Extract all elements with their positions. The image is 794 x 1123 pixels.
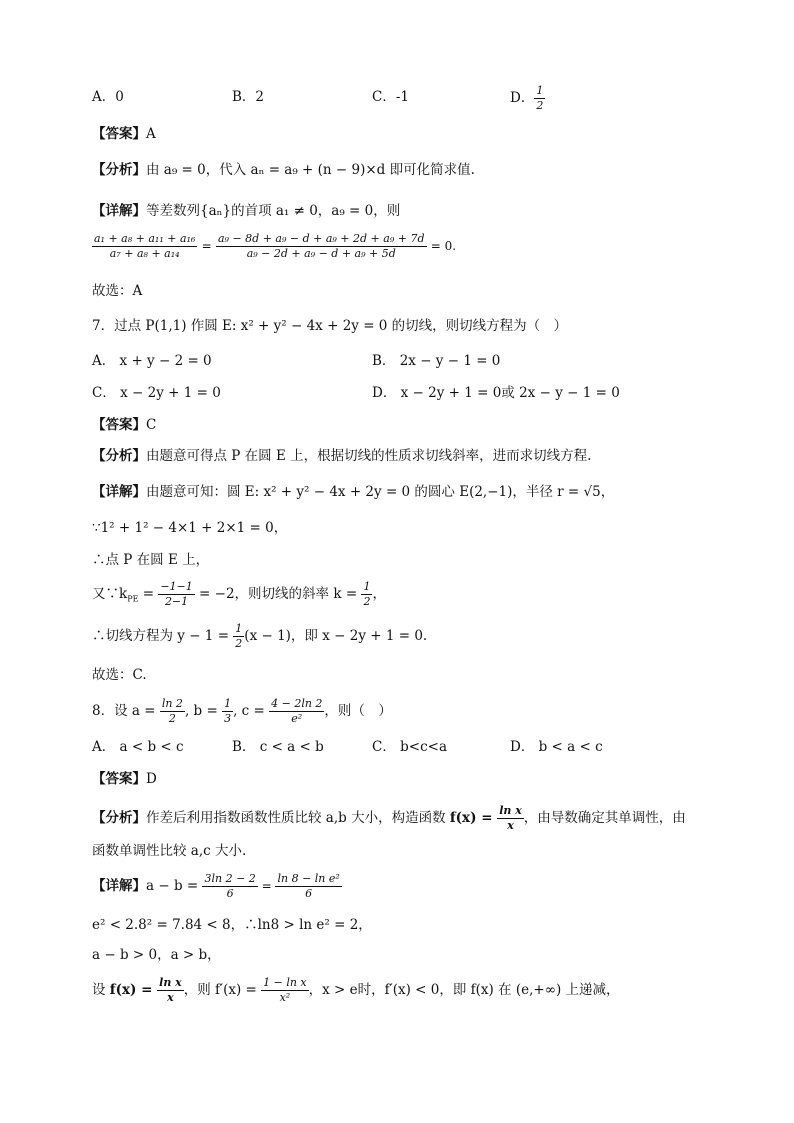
q8-detail (92, 872, 342, 901)
q8-option-b: B． c < a < b (232, 739, 324, 755)
slope-subscript: PE (127, 594, 139, 604)
set-tail: ，x > e时，f′(x) < 0，即 f(x) 在 (e,+∞) 上递减， (308, 982, 620, 998)
q6-option-d-label: D． (510, 90, 535, 106)
fraction-denominator: a₇ + a₈ + a₁₄ (109, 247, 180, 260)
q7-option-a: A． x + y − 2 = 0 (92, 353, 212, 369)
q8-set-line (92, 976, 620, 1005)
q7-question: 7．过点 P(1,1) 作圆 E: x² + y² − 4x + 2y = 0 的切线，则切线方程为（ ） (92, 318, 568, 334)
q6-option-c: C．-1 (372, 89, 409, 105)
fraction-numerator: 1 (224, 697, 232, 710)
fraction-denominator: 3 (224, 712, 232, 725)
q6-option-a: A．0 (92, 89, 124, 105)
fraction-denominator: 2 (536, 99, 544, 112)
fraction-numerator: ln 2 (161, 697, 183, 710)
q7-tangent-line (92, 622, 427, 651)
derivative-fraction (261, 976, 309, 1005)
detail-fraction-2 (275, 872, 341, 901)
answer-value: A (146, 126, 156, 142)
q7-option-c: C． x − 2y + 1 = 0 (92, 385, 221, 401)
analysis-text: 由 a₉ = 0，代入 aₙ = a₉ + (n − 9)×d 即可化简求值. (146, 162, 475, 178)
detail-text: 等差数列{aₙ}的首项 a₁ ≠ 0，a₉ = 0，则 (146, 203, 401, 219)
fraction-numerator: ln x (159, 976, 182, 989)
q8-analysis-cont: 函数单调性比较 a,c 大小. (92, 843, 247, 859)
q8-line-ab: a − b > 0，a > b， (92, 947, 221, 963)
q8-option-c: C． b<c<a (372, 739, 447, 755)
q6-answer (92, 125, 156, 143)
q6-option-d-fraction (534, 84, 545, 113)
answer-tag: 【答案】 (92, 417, 146, 433)
fx-label: f(x) = (449, 810, 498, 826)
a-fraction (160, 697, 185, 726)
fraction-numerator: 4 − 2ln 2 (271, 697, 323, 710)
answer-value: C (146, 417, 157, 433)
equals-sign: = (201, 239, 212, 253)
q7-option-d: D． x − 2y + 1 = 0或 2x − y − 1 = 0 (372, 385, 620, 401)
detail-fraction-1 (202, 872, 257, 901)
q7-option-b: B． 2x − y − 1 = 0 (372, 353, 501, 369)
q7-detail (92, 483, 614, 501)
slope-prefix: 又∵k (92, 586, 128, 602)
q6-detail (92, 202, 400, 220)
fraction-denominator: x² (279, 991, 291, 1004)
set-prefix: 设 (92, 982, 110, 998)
q6-equation (92, 232, 456, 261)
q7-answer (92, 416, 156, 434)
slope-tail: = −2，则切线的斜率 k = (194, 586, 362, 602)
analysis-tag: 【分析】 (92, 162, 146, 178)
fraction-denominator: 2−1 (164, 595, 189, 608)
q7-choose: 故选：C. (92, 667, 147, 683)
answer-tag: 【答案】 (92, 771, 146, 787)
analysis-text-2: ，由导数确定其单调性，由 (523, 810, 686, 826)
detail-tag: 【详解】 (92, 878, 146, 894)
fraction-denominator: 2 (363, 595, 371, 608)
k-tail: ， (372, 586, 386, 602)
q8-question (92, 697, 392, 726)
analysis-text-1: 作差后利用指数函数性质比较 a,b 大小，构造函数 (146, 810, 450, 826)
fraction-numerator: −1−1 (160, 580, 193, 593)
fx-fraction (497, 804, 524, 833)
q7-analysis (92, 447, 591, 465)
fraction-denominator: 6 (305, 887, 313, 900)
q7-because: ∵1² + 1² − 4×1 + 2×1 = 0， (92, 520, 288, 536)
fraction-denominator: x (507, 819, 514, 832)
question-tail: ，则（ ） (324, 703, 392, 719)
tangent-tail: (x − 1)，即 x − 2y + 1 = 0. (244, 628, 428, 644)
set-fx: f(x) = (109, 982, 158, 998)
q6-option-b: B．2 (232, 89, 265, 105)
fraction-numerator: 3ln 2 − 2 (204, 872, 256, 885)
equals-sign: = (257, 879, 276, 893)
answer-tag: 【答案】 (92, 126, 146, 142)
fraction-numerator: 1 (235, 622, 243, 635)
detail-prefix: a − b = (146, 878, 203, 894)
fraction-numerator: 1 (363, 580, 371, 593)
analysis-tag: 【分析】 (92, 448, 146, 464)
fraction-numerator: a₁ + a₈ + a₁₁ + a₁₆ (94, 232, 196, 245)
fraction-denominator: a₉ − 2d + a₉ − d + a₉ + 5d (246, 247, 396, 260)
q6-analysis (92, 161, 475, 179)
detail-tag: 【详解】 (92, 203, 146, 219)
equation-fraction-right (216, 232, 427, 261)
q7-slope-line (92, 580, 386, 609)
analysis-text: 由题意可得点 P 在圆 E 上，根据切线的性质求切线斜率，进而求切线方程. (146, 448, 592, 464)
b-text: , b = (184, 703, 223, 719)
fraction-numerator: a₉ − 8d + a₉ − d + a₉ + 2d + a₉ + 7d (217, 232, 425, 245)
slope-fraction (158, 580, 194, 609)
fraction-numerator: ln 8 − ln e² (277, 872, 340, 885)
fraction-denominator: 2 (235, 637, 243, 650)
fraction-numerator: 1 − ln x (263, 976, 307, 989)
equation-tail: = 0. (430, 239, 457, 253)
k-fraction (361, 580, 372, 609)
fraction-denominator: 6 (226, 887, 234, 900)
equation-fraction-left (92, 232, 197, 261)
answer-value: D (146, 771, 157, 787)
fraction-numerator: ln x (499, 804, 522, 817)
fraction-numerator: 1 (536, 84, 544, 97)
q8-option-d: D． b < a < c (510, 739, 603, 755)
tangent-fraction (233, 622, 244, 651)
fraction-denominator: e² (291, 712, 303, 725)
set-fraction (157, 976, 184, 1005)
b-fraction (222, 697, 233, 726)
set-mid: ，则 f′(x) = (183, 982, 262, 998)
analysis-tag: 【分析】 (92, 810, 146, 826)
tangent-prefix: ∴切线方程为 y − 1 = (92, 628, 234, 644)
q8-analysis (92, 804, 686, 833)
fraction-denominator: 2 (168, 712, 176, 725)
c-text: , c = (233, 703, 270, 719)
question-prefix: 8．设 a = (92, 703, 160, 719)
detail-tag: 【详解】 (92, 484, 146, 500)
q8-answer (92, 770, 157, 788)
q6-option-d (510, 84, 545, 113)
detail-text: 由题意可知：圆 E: x² + y² − 4x + 2y = 0 的圆心 E(2,−1)，半径 r = √5， (146, 484, 615, 500)
c-fraction (269, 697, 324, 726)
q8-option-a: A． a < b < c (92, 739, 184, 755)
fraction-denominator: x (167, 991, 174, 1004)
q6-choose: 故选：A (92, 283, 143, 299)
q8-line-e: e² < 2.8² = 7.84 < 8，∴ln8 > ln e² = 2， (92, 917, 372, 933)
slope-eq: = (138, 586, 159, 602)
q7-therefore-point: ∴点 P 在圆 E 上， (92, 552, 210, 568)
